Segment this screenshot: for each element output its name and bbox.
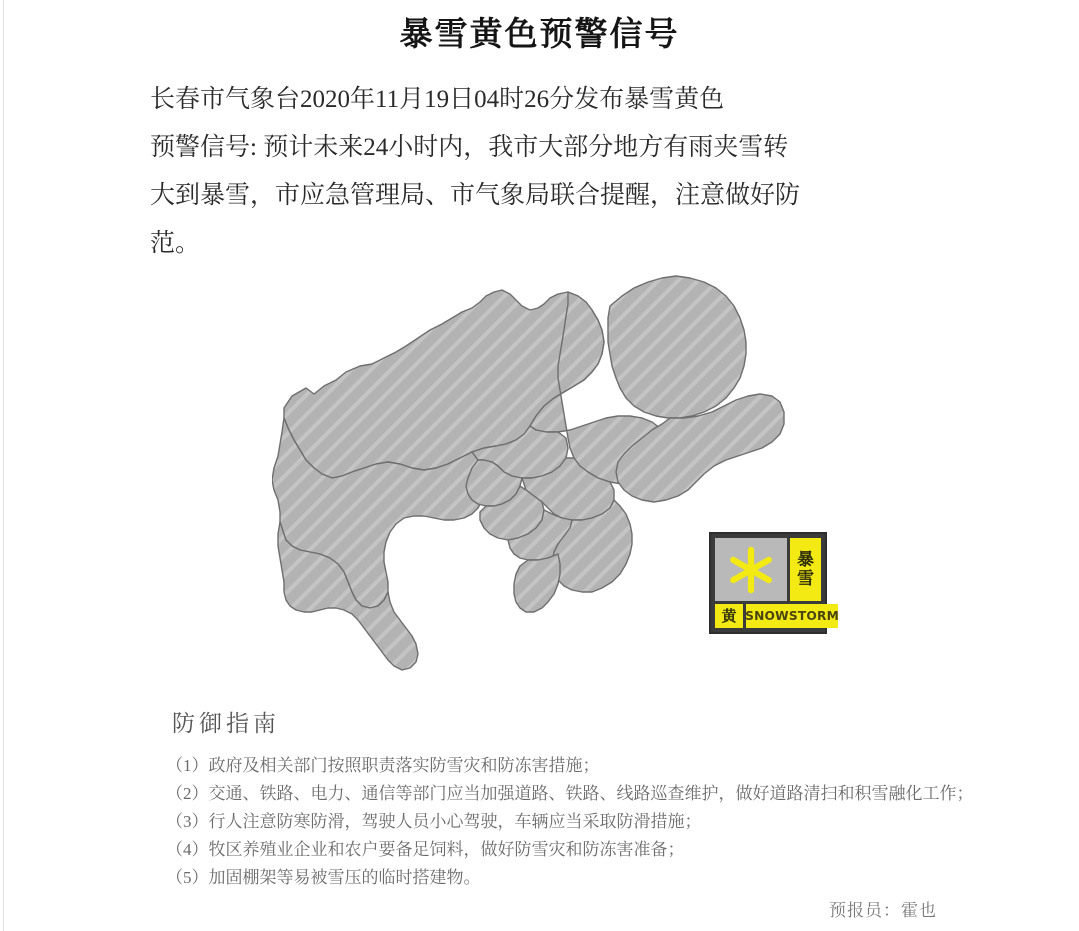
body-line-2: 预警信号: 预计未来24小时内，我市大部分地方有雨夹雪转 <box>150 134 789 161</box>
body-line-3: 大到暴雪，市应急管理局、市气象局联合提醒，注意做好防 <box>150 182 801 209</box>
badge-grade-label: 黄 <box>721 606 737 625</box>
warning-body-text <box>150 76 940 268</box>
body-line-4: 范。 <box>150 230 201 257</box>
snowstorm-yellow-warning-badge <box>709 532 840 634</box>
page-title: 暴雪黄色预警信号 <box>399 14 680 53</box>
badge-english-cell <box>746 604 838 628</box>
badge-char-xue: 雪 <box>797 568 814 589</box>
snowflake-icon <box>727 546 775 594</box>
page-left-rule <box>3 0 4 931</box>
badge-top-row <box>715 538 821 601</box>
forecaster-signature: 预报员：霍也 <box>829 901 937 920</box>
badge-bottom-row <box>715 604 840 628</box>
guideline-item: （2）交通、铁路、电力、通信等部门应当加强道路、铁路、线路巡查维护，做好道路清扫和积雪融化工作； <box>166 784 974 803</box>
badge-char-bao: 暴 <box>797 549 814 570</box>
body-line-1: 长春市气象台2020年11月19日04时26分发布暴雪黄色 <box>150 86 725 113</box>
guideline-item: （1）政府及相关部门按照职责落实防雪灾和防冻害措施； <box>166 756 600 775</box>
guideline-item: （5）加固棚架等易被雪压的临时搭建物。 <box>166 868 481 887</box>
guideline-item: （4）牧区养殖业企业和农户要备足饲料，做好防雪灾和防冻害准备； <box>166 840 685 859</box>
guideline-item: （3）行人注意防寒防滑，驾驶人员小心驾驶，车辆应当采取防滑措施； <box>166 812 702 831</box>
guidelines-heading: 防御指南 <box>172 711 280 736</box>
guidelines-list <box>166 752 974 892</box>
badge-grade-cell <box>715 604 743 628</box>
badge-vertical-label <box>790 538 821 601</box>
badge-english-label: SNOWSTORM <box>745 609 840 623</box>
map-district-south-tail <box>514 554 560 612</box>
map-district-northeast <box>608 276 746 418</box>
badge-icon-cell <box>715 538 787 601</box>
